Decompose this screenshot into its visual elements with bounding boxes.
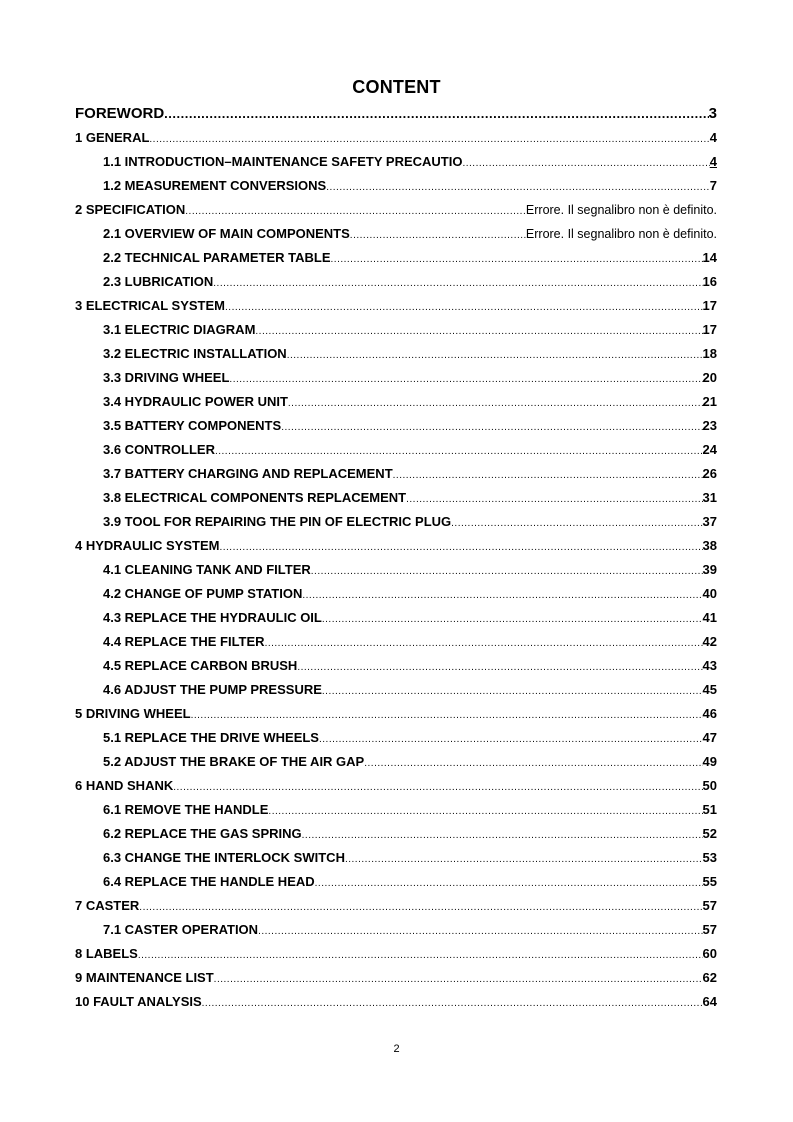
page-title: CONTENT <box>352 77 441 97</box>
toc-dot-leader <box>350 222 526 248</box>
toc-entry-section[interactable] <box>75 966 717 990</box>
toc-entry-label: 4.2 CHANGE OF PUMP STATION <box>103 586 303 601</box>
toc-dot-leader <box>406 486 702 512</box>
toc-entry-label: 6 HAND SHANK <box>75 778 174 793</box>
toc-entry-subsection[interactable] <box>75 606 717 630</box>
toc-dot-leader <box>255 318 702 344</box>
toc-dot-leader <box>164 102 708 126</box>
toc-entry-subsection[interactable] <box>75 174 717 198</box>
toc-entry-page: 21 <box>702 394 717 409</box>
toc-entry-label: 5 DRIVING WHEEL <box>75 706 191 721</box>
toc-dot-leader <box>311 558 703 584</box>
toc-entry-page: 20 <box>702 370 717 385</box>
toc-dot-leader <box>288 390 703 416</box>
toc-entry-label: 4.4 REPLACE THE FILTER <box>103 634 265 649</box>
toc-entry-subsection[interactable] <box>75 318 717 342</box>
toc-entry-subsection[interactable] <box>75 654 717 678</box>
toc-entry-subsection[interactable] <box>75 342 717 366</box>
toc-entry-label: 3.9 TOOL FOR REPAIRING THE PIN OF ELECTRIC PLUG <box>103 514 452 529</box>
toc-entry-page: 53 <box>702 850 717 865</box>
toc-entry-subsection[interactable] <box>75 390 717 414</box>
toc-dot-leader <box>319 726 703 752</box>
toc-entry-section[interactable] <box>75 126 717 150</box>
toc-dot-leader <box>315 870 703 896</box>
toc-entry-subsection[interactable] <box>75 558 717 582</box>
toc-dot-leader <box>297 654 702 680</box>
toc-entry-label: 6.2 REPLACE THE GAS SPRING <box>103 826 302 841</box>
toc-dot-leader <box>393 462 703 488</box>
toc-entry-page: 26 <box>702 466 717 481</box>
toc-entry-subsection[interactable] <box>75 798 717 822</box>
toc-entry-subsection[interactable] <box>75 510 717 534</box>
toc-entry-page: 55 <box>702 874 717 889</box>
toc-entry-page: 45 <box>702 682 717 697</box>
toc-entry-page: 52 <box>702 826 717 841</box>
toc-dot-leader <box>139 894 702 920</box>
toc-entry-section[interactable] <box>75 894 717 918</box>
toc-entry-section[interactable] <box>75 534 717 558</box>
toc-entry-subsection[interactable] <box>75 486 717 510</box>
toc-entry-subsection[interactable] <box>75 414 717 438</box>
toc-entry-label: 9 MAINTENANCE LIST <box>75 970 214 985</box>
toc-entry-label: 3.5 BATTERY COMPONENTS <box>103 418 282 433</box>
toc-entry-page: 62 <box>702 970 717 985</box>
toc-entry-page: 51 <box>702 802 717 817</box>
toc-entry-subsection[interactable] <box>75 246 717 270</box>
toc-entry-subsection[interactable] <box>75 366 717 390</box>
toc-entry-label: 3.2 ELECTRIC INSTALLATION <box>103 346 287 361</box>
toc-entry-label: 10 FAULT ANALYSIS <box>75 994 202 1009</box>
toc-entry-label: 3.6 CONTROLLER <box>103 442 215 457</box>
toc-entry-label: 6.3 CHANGE THE INTERLOCK SWITCH <box>103 850 345 865</box>
toc-entry-section[interactable] <box>75 294 717 318</box>
toc-entry-subsection[interactable] <box>75 222 717 246</box>
toc-entry-section[interactable] <box>75 990 717 1014</box>
toc-entry-section[interactable] <box>75 774 717 798</box>
toc-entry-subsection[interactable] <box>75 582 717 606</box>
toc-entry-page: 57 <box>702 922 717 937</box>
toc-dot-leader <box>326 174 710 200</box>
toc-entry-foreword[interactable] <box>75 102 717 126</box>
toc-entry-label: 6.1 REMOVE THE HANDLE <box>103 802 269 817</box>
toc-entry-page: 46 <box>702 706 717 721</box>
toc-entry-subsection[interactable] <box>75 678 717 702</box>
toc-entry-label: 4.6 ADJUST THE PUMP PRESSURE <box>103 682 322 697</box>
toc-entry-page: 31 <box>702 490 717 505</box>
toc-entry-page: 49 <box>702 754 717 769</box>
toc-entry-label: 2.3 LUBRICATION <box>103 274 214 289</box>
toc-dot-leader <box>322 606 703 632</box>
table-of-contents <box>75 102 717 1014</box>
toc-entry-label: 3.8 ELECTRICAL COMPONENTS REPLACEMENT <box>103 490 407 505</box>
toc-entry-section[interactable] <box>75 942 717 966</box>
toc-entry-label: 1.2 MEASUREMENT CONVERSIONS <box>103 178 327 193</box>
toc-dot-leader <box>281 414 702 440</box>
toc-entry-label: 3.7 BATTERY CHARGING AND REPLACEMENT <box>103 466 393 481</box>
toc-entry-subsection[interactable] <box>75 822 717 846</box>
toc-entry-label: FOREWORD <box>75 105 165 122</box>
toc-entry-subsection[interactable] <box>75 150 717 174</box>
toc-dot-leader <box>258 918 702 944</box>
toc-entry-page: 7 <box>709 178 717 193</box>
toc-dot-leader <box>202 990 703 1016</box>
toc-entry-page: 50 <box>702 778 717 793</box>
toc-dot-leader <box>149 126 709 152</box>
toc-entry-page: 39 <box>702 562 717 577</box>
toc-dot-leader <box>213 270 702 296</box>
toc-dot-leader <box>214 966 703 992</box>
toc-entry-label: 2.2 TECHNICAL PARAMETER TABLE <box>103 250 331 265</box>
toc-entry-subsection[interactable] <box>75 846 717 870</box>
toc-entry-label: 4.3 REPLACE THE HYDRAULIC OIL <box>103 610 322 625</box>
toc-entry-label: 8 LABELS <box>75 946 138 961</box>
toc-entry-label: 1.1 INTRODUCTION–MAINTENANCE SAFETY PRECAUTIO <box>103 154 463 169</box>
toc-entry-label: 4.1 CLEANING TANK AND FILTER <box>103 562 311 577</box>
toc-entry-page: 23 <box>702 418 717 433</box>
toc-entry-label: 3 ELECTRICAL SYSTEM <box>75 298 226 313</box>
toc-dot-leader <box>215 438 703 464</box>
toc-dot-leader <box>265 630 703 656</box>
toc-entry-subsection[interactable] <box>75 270 717 294</box>
toc-entry-section[interactable] <box>75 702 717 726</box>
toc-entry-page-error: Errore. Il segnalibro non è definito. <box>525 203 717 217</box>
toc-entry-label: 4.5 REPLACE CARBON BRUSH <box>103 658 298 673</box>
toc-entry-subsection[interactable] <box>75 870 717 894</box>
toc-dot-leader <box>364 750 702 776</box>
toc-entry-page: 37 <box>702 514 717 529</box>
toc-entry-subsection[interactable] <box>75 630 717 654</box>
toc-dot-leader <box>191 702 703 728</box>
toc-entry-label: 7 CASTER <box>75 898 140 913</box>
toc-entry-page: 43 <box>702 658 717 673</box>
toc-entry-page: 57 <box>702 898 717 913</box>
page-number: 2 <box>393 1043 400 1055</box>
toc-dot-leader <box>302 582 702 608</box>
toc-dot-leader <box>219 534 702 560</box>
toc-entry-page: 17 <box>702 298 717 313</box>
toc-entry-page: 24 <box>702 442 717 457</box>
toc-entry-page: 17 <box>702 322 717 337</box>
toc-entry-label: 3.3 DRIVING WHEEL <box>103 370 230 385</box>
toc-entry-label: 3.4 HYDRAULIC POWER UNIT <box>103 394 288 409</box>
toc-entry-subsection[interactable] <box>75 438 717 462</box>
toc-dot-leader <box>287 342 703 368</box>
toc-dot-leader <box>462 150 709 176</box>
toc-entry-label: 3.1 ELECTRIC DIAGRAM <box>103 322 256 337</box>
toc-dot-leader <box>331 246 703 272</box>
toc-dot-leader <box>451 510 702 536</box>
toc-entry-label: 2.1 OVERVIEW OF MAIN COMPONENTS <box>103 226 350 241</box>
toc-dot-leader <box>185 198 526 224</box>
toc-dot-leader <box>138 942 703 968</box>
toc-entry-page-error: Errore. Il segnalibro non è definito. <box>525 227 717 241</box>
toc-entry-page: 14 <box>702 250 717 265</box>
toc-entry-page: 18 <box>702 346 717 361</box>
toc-entry-label: 4 HYDRAULIC SYSTEM <box>75 538 220 553</box>
toc-entry-page: 41 <box>702 610 717 625</box>
toc-entry-page: 47 <box>702 730 717 745</box>
toc-entry-subsection[interactable] <box>75 750 717 774</box>
toc-entry-label: 2 SPECIFICATION <box>75 202 186 217</box>
toc-dot-leader <box>268 798 702 824</box>
toc-entry-page: 64 <box>702 994 717 1009</box>
toc-entry-page: 16 <box>702 274 717 289</box>
toc-dot-leader <box>302 822 703 848</box>
toc-dot-leader <box>345 846 703 872</box>
toc-dot-leader <box>225 294 703 320</box>
toc-entry-page: 4 <box>709 154 717 169</box>
toc-entry-page: 3 <box>708 105 717 122</box>
toc-entry-label: 5.2 ADJUST THE BRAKE OF THE AIR GAP <box>103 754 365 769</box>
toc-entry-label: 6.4 REPLACE THE HANDLE HEAD <box>103 874 315 889</box>
toc-entry-page: 40 <box>702 586 717 601</box>
toc-dot-leader <box>229 366 702 392</box>
toc-entry-label: 1 GENERAL <box>75 130 150 145</box>
toc-entry-subsection[interactable] <box>75 726 717 750</box>
toc-dot-leader <box>322 678 703 704</box>
toc-entry-subsection[interactable] <box>75 918 717 942</box>
toc-entry-page: 60 <box>702 946 717 961</box>
toc-entry-label: 5.1 REPLACE THE DRIVE WHEELS <box>103 730 319 745</box>
toc-dot-leader <box>173 774 702 800</box>
toc-entry-subsection[interactable] <box>75 462 717 486</box>
toc-entry-section[interactable] <box>75 198 717 222</box>
toc-entry-page: 42 <box>702 634 717 649</box>
toc-entry-page: 38 <box>702 538 717 553</box>
toc-entry-label: 7.1 CASTER OPERATION <box>103 922 259 937</box>
toc-entry-page: 4 <box>709 130 717 145</box>
